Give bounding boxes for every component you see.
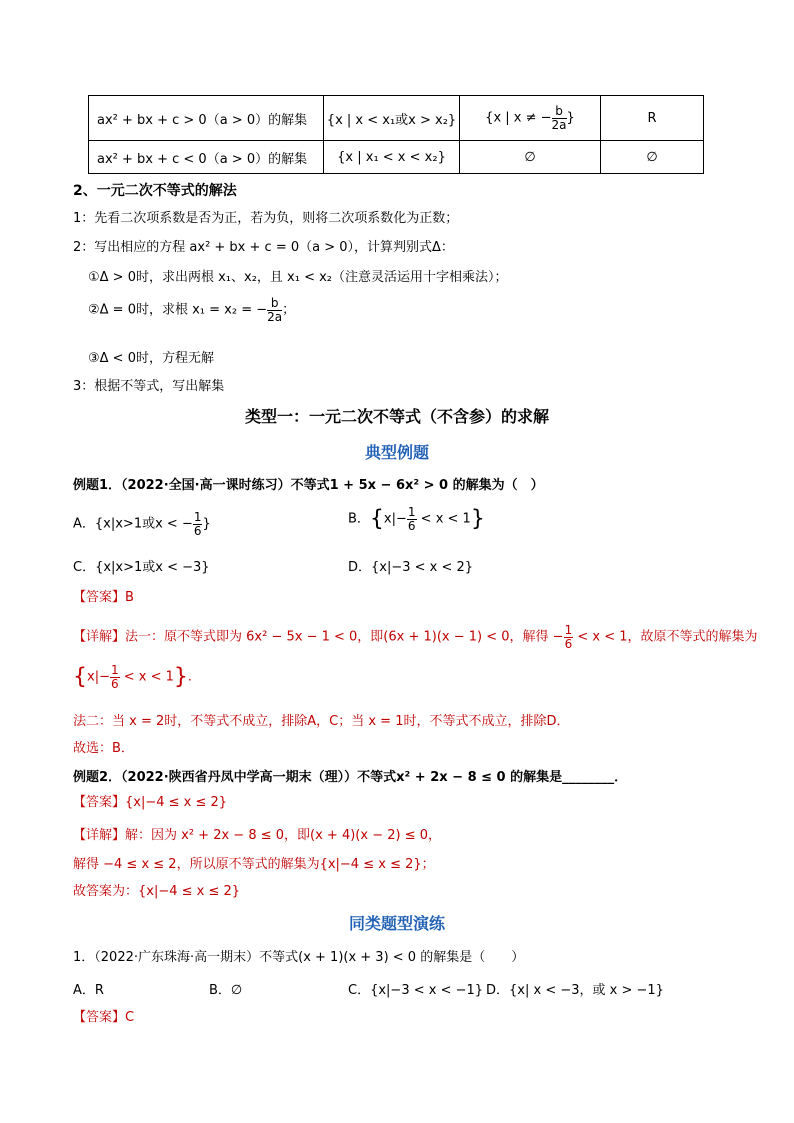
example-2-answer: [73, 791, 227, 810]
fraction-numerator: 1: [193, 510, 202, 524]
table-cell: R: [601, 96, 704, 141]
answer-label: 【答案】: [73, 590, 126, 605]
example-1-option-c: C．{x|x>1或x < −3}: [73, 560, 210, 575]
detail-text: .: [187, 669, 193, 685]
right-brace: }: [470, 506, 485, 532]
fraction-numerator: 1: [564, 623, 573, 637]
practice-1-stem: 1．（2022·广东珠海·高一期末）不等式(x + 1)(x + 3) < 0 的解集是（ ）: [73, 950, 525, 965]
table-cell: ∅: [460, 141, 601, 174]
cell-prefix: {x | x ≠ −: [485, 110, 552, 126]
example-2-detail-1: [73, 824, 441, 843]
answer-value: C: [125, 1010, 135, 1025]
option-text: < x < 1: [420, 511, 471, 527]
fraction: [552, 105, 567, 131]
left-brace: {: [369, 506, 384, 532]
answer-value: {x|−4 ≤ x ≤ 2}: [125, 795, 228, 810]
practice-1-option-c: C．{x|−3 < x < −1}: [348, 983, 484, 998]
table-cell: ax² + bx + c < 0（a > 0）的解集: [89, 141, 324, 174]
practice-1-option-d: D．{x| x < −3，或 x > −1}: [486, 983, 664, 998]
fraction-numerator: b: [267, 297, 282, 311]
case-2: [88, 297, 295, 323]
case-2-text: ②Δ = 0时，求根 x₁ = x₂ = −: [88, 302, 268, 318]
option-text: A．{x|x>1或x < −: [73, 516, 193, 532]
table-cell: {x | x₁ < x < x₂}: [324, 141, 460, 174]
example-1-answer: [73, 586, 134, 605]
table-row: [89, 96, 704, 141]
fraction: [267, 297, 282, 323]
step-3: 3：根据不等式，写出解集: [73, 379, 225, 394]
answer-label: 【答案】: [73, 795, 126, 810]
detail-text: 解：因为 x² + 2x − 8 ≤ 0，即(x + 4)(x − 2) ≤ 0，: [125, 828, 441, 843]
option-label: B．: [348, 511, 370, 527]
answer-value: B: [125, 590, 134, 605]
section-heading: 2、一元二次不等式的解法: [73, 183, 237, 199]
type-title: 类型一：一元二次不等式（不含参）的求解: [244, 407, 549, 426]
table-row: [89, 141, 704, 174]
case-1: ①Δ > 0时，求出两根 x₁、x₂，且 x₁ < x₂（注意灵活运用十字相乘法）；: [88, 270, 508, 285]
example-1-option-d: D．{x|−3 < x < 2}: [348, 560, 474, 575]
fraction-denominator: 6: [193, 523, 202, 538]
option-suffix: }: [202, 516, 211, 532]
left-brace: {: [73, 664, 87, 690]
fraction-numerator: b: [552, 105, 567, 119]
answer-label: 【答案】: [73, 1010, 126, 1025]
right-brace: }: [173, 664, 188, 690]
example-1-conclusion: 故选：B．: [73, 741, 134, 756]
example-1-option-a: [73, 511, 211, 537]
practice-1-answer: [73, 1006, 134, 1025]
example-1-detail-line-1: [73, 624, 758, 650]
case-3: ③Δ < 0时，方程无解: [88, 351, 214, 366]
detail-text: < x < 1: [123, 669, 174, 685]
table-cell: ax² + bx + c > 0（a > 0）的解集: [89, 96, 324, 141]
detail-text: 法一：原不等式即为 6x² − 5x − 1 < 0，即(6x + 1)(x − 1) < 0，解得 −: [125, 629, 564, 645]
option-text: x|−: [383, 511, 407, 527]
table-cell: [460, 96, 601, 141]
detail-text: x|−: [87, 669, 110, 685]
fraction-numerator: 1: [407, 505, 416, 519]
practice-1-option-b: B．∅: [209, 983, 243, 998]
example-2-detail-3: 故答案为：{x|−4 ≤ x ≤ 2}: [73, 884, 241, 899]
example-1-stem: 例题1．（2022·全国·高一课时练习）不等式1 + 5x − 6x² > 0 的解集为（ ）: [73, 478, 544, 493]
step-1: 1：先看二次项系数是否为正，若为负，则将二次项系数化为正数；: [73, 211, 459, 226]
step-2: 2：写出相应的方程 ax² + bx + c = 0（a > 0），计算判别式Δ：: [73, 240, 454, 255]
fraction-denominator: 2a: [267, 309, 283, 324]
fraction-denominator: 6: [407, 518, 416, 533]
detail-text: < x < 1，故原不等式的解集为: [577, 629, 758, 645]
practice-title: 同类题型演练: [348, 914, 445, 933]
practice-1-option-a: A．R: [73, 983, 104, 998]
fraction: [110, 664, 120, 690]
table-cell: ∅: [601, 141, 704, 174]
inequality-solution-table: [88, 95, 704, 174]
example-2-stem: 例题2．（2022·陕西省丹凤中学高一期末（理））不等式x² + 2x − 8 ≤ 0 的解集是________．: [73, 770, 628, 785]
fraction: [407, 506, 417, 532]
fraction-denominator: 6: [564, 636, 573, 651]
case-2-suffix: ；: [282, 302, 296, 318]
fraction-denominator: 6: [110, 676, 119, 691]
detail-label: 【详解】: [73, 629, 126, 645]
fraction-denominator: 2a: [551, 117, 567, 132]
fraction-numerator: 1: [110, 663, 119, 677]
table-cell: {x | x < x₁或x > x₂}: [324, 96, 460, 141]
examples-title: 典型例题: [364, 443, 429, 462]
example-1-method-2: 法二：当 x = 2时，不等式不成立，排除A，C；当 x = 1时，不等式不成立，排除D．: [73, 714, 570, 729]
fraction: [564, 624, 574, 650]
cell-suffix: }: [566, 110, 575, 126]
example-1-option-b: [348, 506, 485, 532]
detail-label: 【详解】: [73, 828, 126, 843]
example-2-detail-2: 解得 −4 ≤ x ≤ 2，所以原不等式的解集为{x|−4 ≤ x ≤ 2}；: [73, 857, 435, 872]
example-1-detail-line-2: [73, 664, 192, 690]
